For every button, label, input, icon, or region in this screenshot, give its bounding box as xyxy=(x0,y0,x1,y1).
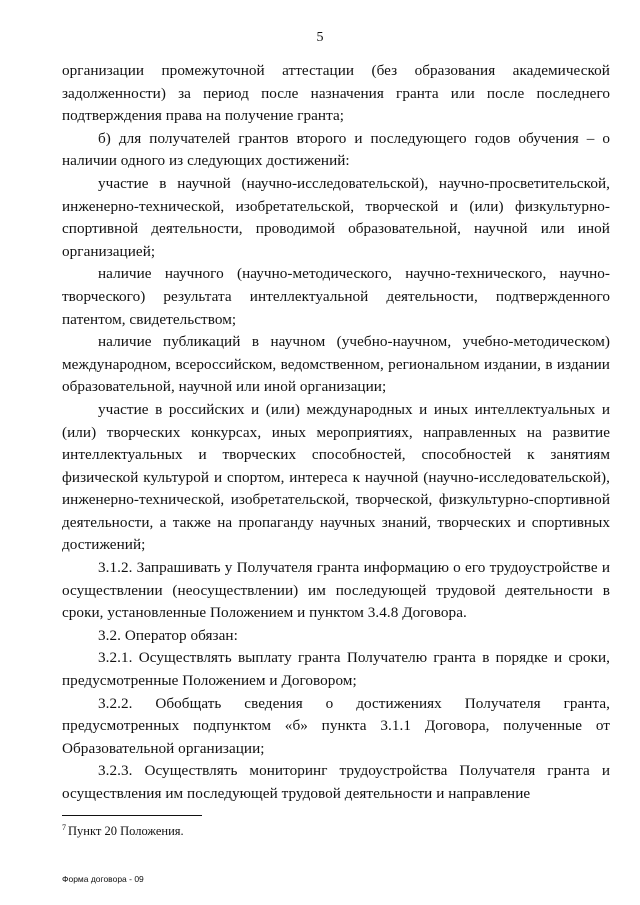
document-body xyxy=(62,60,610,806)
footnote-separator xyxy=(62,815,202,816)
form-label: Форма договора - 09 xyxy=(62,874,144,884)
paragraph-3-2-2: 3.2.2. Обобщать сведения о достижениях Получателя гранта, предусмотренных подпунктом «б» пункта 3.1.1 Договора, полученные от Образовательной организации; xyxy=(62,694,610,757)
footnote xyxy=(62,820,184,839)
paragraph-contests: участие в российских и (или) международных и иных интеллектуальных и (или) творческих конкурсах, иных мероприятиях, направленных на развитие интеллектуальных и творческих способностей, способностей к занятиям физической культурой и спортом, интереса к научной (научно-исследовательской), инженерно-технической, изобретательской, творческой, физкультурно-спортивной деятельности, а также на пропаганду научных знаний, творческих и спортивных достижений; xyxy=(62,400,610,554)
paragraph-attestation-continuation: организации промежуточной аттестации (без образования академической задолженности) за период после назначения гранта или после последнего подтверждения права на получение гранта; xyxy=(62,62,610,125)
paragraph-3-2: 3.2. Оператор обязан: xyxy=(98,626,238,644)
page-number: 5 xyxy=(316,30,324,45)
paragraph-publications: наличие публикаций в научном (учебно-научном, учебно-методическом) международном, всероссийском, ведомственном, региональном издании, в издании образовательной, научной или иной организации; xyxy=(62,333,610,396)
paragraph-intellectual-result: наличие научного (научно-методического, научно-технического, научно-творческого) результата интеллектуальной деятельности, подтвержденного патентом, свидетельством; xyxy=(62,265,610,328)
paragraph-3-2-1: 3.2.1. Осуществлять выплату гранта Получателю гранта в порядке и сроки, предусмотренные Положением и Договором; xyxy=(62,649,610,690)
paragraph-participation-research: участие в научной (научно-исследовательской), научно-просветительской, инженерно-технической, изобретательской, творческой и (или) физкультурно-спортивной деятельности, проводимой образовательной, научной или иной организацией; xyxy=(62,174,610,260)
footnote-marker: 7 xyxy=(62,823,66,832)
paragraph-3-2-3: 3.2.3. Осуществлять мониторинг трудоустройства Получателя гранта и осуществления им последующей трудовой деятельности и направление xyxy=(62,762,610,802)
footnote-text: Пункт 20 Положения. xyxy=(68,824,184,838)
paragraph-item-b: б) для получателей грантов второго и последующего годов обучения – о наличии одного из следующих достижений: xyxy=(62,129,610,170)
paragraph-3-1-2: 3.1.2. Запрашивать у Получателя гранта информацию о его трудоустройстве и осуществлении (неосуществлении) им последующей трудовой деятельности в сроки, установленные Положением и пунктом 3.4.8 Договора. xyxy=(62,559,610,622)
